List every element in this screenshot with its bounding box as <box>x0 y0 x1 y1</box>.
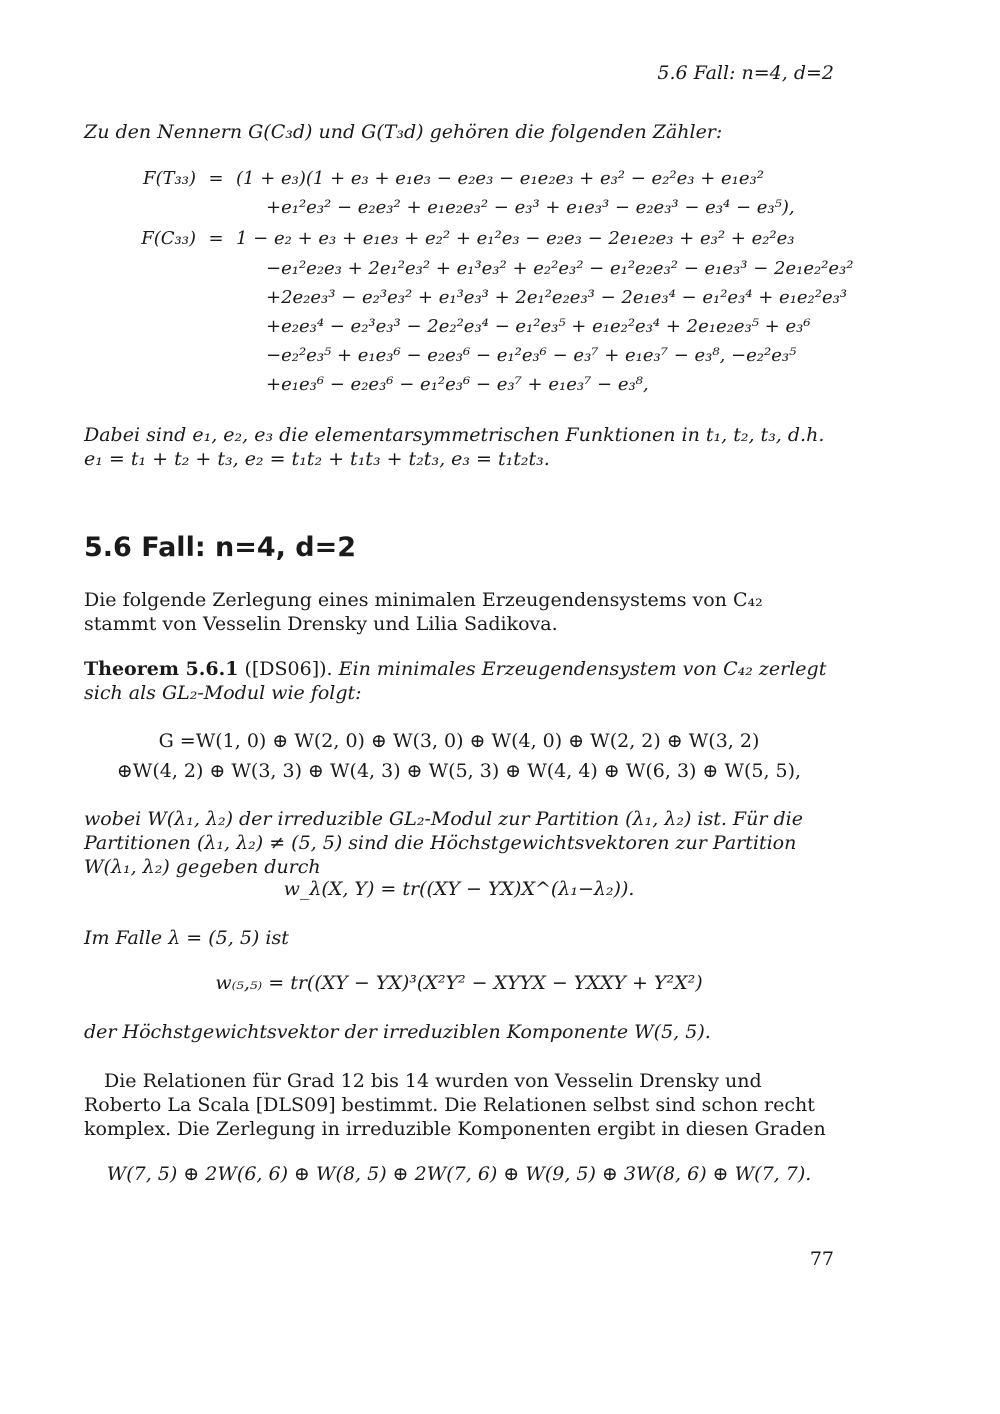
page-number: 77 <box>809 1248 834 1270</box>
dabei-paragraph: Dabei sind e₁, e₂, e₃ die elementarsymmetrischen Funktionen in t₁, t₂, t₃, d.h. e₁ = t₁ + t₂ + t₃, e₂ = t₁t₂ + t₁t₃ + t₂t₃, e₃ = t₁t₂t₃. <box>84 424 825 470</box>
theorem-label: Theorem 5.6.1 <box>84 658 239 680</box>
eq-line-6: +e₂e₃⁴ − e₂³e₃³ − 2e₂²e₃⁴ − e₁²e₃⁵ + e₁e₂²e₃⁴ + 2e₁e₂e₃⁵ + e₃⁶ <box>266 316 811 337</box>
relations-paragraph: Die Relationen für Grad 12 bis 14 wurden von Vesselin Drensky und Roberto La Scala [DLS09] bestimmt. Die Relationen selbst sind schon recht komplex. Die Zerlegung in irreduzible Komponenten ergibt in diesen Graden <box>84 1070 826 1140</box>
running-head: 5.6 Fall: n=4, d=2 <box>657 62 834 84</box>
eq-line-4: −e₁²e₂e₃ + 2e₁²e₃² + e₁³e₃² + e₂²e₃² − e₁²e₂e₃² − e₁e₃³ − 2e₁e₂²e₃² <box>266 258 854 279</box>
lhs-F-C33: F(C₃₃) <box>141 228 196 249</box>
lhs-F-T33: F(T₃₃) <box>143 168 196 189</box>
eq-line-2: +e₁²e₃² − e₂e₃² + e₁e₂e₃² − e₃³ + e₁e₃³ − e₂e₃³ − e₃⁴ − e₃⁵), <box>266 197 795 218</box>
theorem-text: Ein minimales Erzeugendensystem von C₄₂ zerlegt sich als GL₂-Modul wie folgt: <box>84 658 827 704</box>
intro-paragraph: Die folgende Zerlegung eines minimalen Erzeugendensystems von C₄₂ stammt von Vesselin Drensky und Lilia Sadikova. <box>84 589 763 635</box>
eq-line-7: −e₂²e₃⁵ + e₁e₃⁶ − e₂e₃⁶ − e₁²e₃⁶ − e₃⁷ + e₁e₃⁷ − e₃⁸, −e₂²e₃⁵ <box>266 345 797 366</box>
decomposition-eq-line-1: G =W(1, 0) ⊕ W(2, 0) ⊕ W(3, 0) ⊕ W(4, 0) ⊕ W(2, 2) ⊕ W(3, 2) <box>158 730 760 752</box>
hochst-text: der Höchstgewichtsvektor der irreduziblen Komponente W(5, 5). <box>84 1021 711 1043</box>
wobei-paragraph: wobei W(λ₁, λ₂) der irreduzible GL₂-Modul zur Partition (λ₁, λ₂) ist. Für die Partitionen (λ₁, λ₂) ≠ (5, 5) sind die Höchstgewichtsvektoren zur Partition W(λ₁, λ₂) gegeben durch <box>84 808 803 878</box>
eq-line-1: (1 + e₃)(1 + e₃ + e₁e₃ − e₂e₃ − e₁e₂e₃ + e₃² − e₂²e₃ + e₁e₃² <box>236 168 764 189</box>
intro-text: Zu den Nennern G(C₃d) und G(T₃d) gehören die folgenden Zähler: <box>84 121 723 143</box>
eq-line-5: +2e₂e₃³ − e₂³e₃² + e₁³e₃³ + 2e₁²e₂e₃³ − 2e₁e₃⁴ − e₁²e₃⁴ + e₁e₂²e₃³ <box>266 287 848 308</box>
im-falle-text: Im Falle λ = (5, 5) ist <box>84 927 289 949</box>
equals-sign: = <box>208 228 224 249</box>
decomposition-eq-line-2: ⊕W(4, 2) ⊕ W(3, 3) ⊕ W(4, 3) ⊕ W(5, 3) ⊕ W(4, 4) ⊕ W(6, 3) ⊕ W(5, 5), <box>116 760 802 782</box>
equals-sign: = <box>208 168 224 189</box>
eq-line-8: +e₁e₃⁶ − e₂e₃⁶ − e₁²e₃⁶ − e₃⁷ + e₁e₃⁷ − e₃⁸, <box>266 374 649 395</box>
section-title: 5.6 Fall: n=4, d=2 <box>84 532 357 563</box>
highest-weight-eq: w_λ(X, Y) = tr((XY − YX)X^(λ₁−λ₂)). <box>283 878 635 900</box>
highest-weight-eq-55: w₍₅,₅₎ = tr((XY − YX)³(X²Y² − XYYX − YXXY + Y²X²) <box>215 972 703 994</box>
irreducible-decomposition-eq: W(7, 5) ⊕ 2W(6, 6) ⊕ W(8, 5) ⊕ 2W(7, 6) ⊕ W(9, 5) ⊕ 3W(8, 6) ⊕ W(7, 7). <box>106 1163 812 1185</box>
theorem-citation: ([DS06]). <box>244 658 333 680</box>
theorem-block <box>84 657 834 705</box>
eq-line-3: 1 − e₂ + e₃ + e₁e₃ + e₂² + e₁²e₃ − e₂e₃ − 2e₁e₂e₃ + e₃² + e₂²e₃ <box>236 228 795 249</box>
